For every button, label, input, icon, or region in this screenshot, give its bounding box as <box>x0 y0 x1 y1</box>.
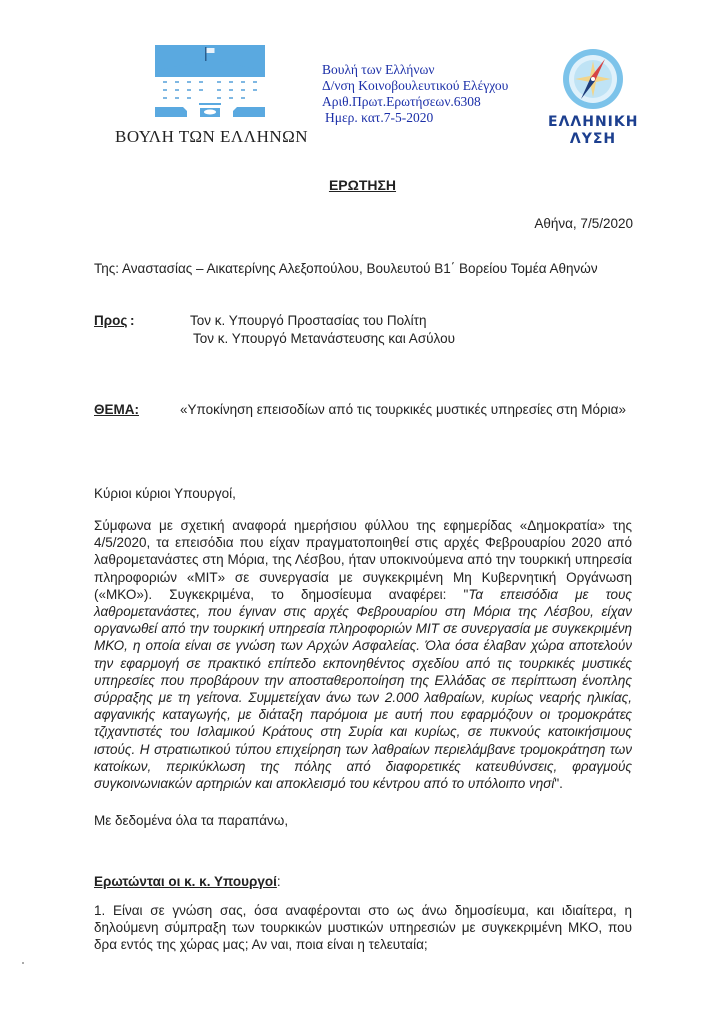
questions-heading <box>94 873 632 890</box>
party-logo-text <box>548 114 638 148</box>
recipient-1: Τον κ. Υπουργό Προστασίας του Πολίτη <box>190 313 427 328</box>
body-paragraph-2: Με δεδομένα όλα τα παραπάνω, <box>94 813 289 828</box>
recipients-label-text: Προς <box>94 313 128 328</box>
recipient-2: Τον κ. Υπουργό Μετανάστευσης και Ασύλου <box>193 331 455 346</box>
protocol-stamp <box>322 62 508 126</box>
compass-icon <box>561 47 625 111</box>
parliament-logo <box>115 45 309 147</box>
stamp-line-4: Ημερ. κατ.7-5-2020 <box>325 110 434 125</box>
questions-heading-text: Ερωτώνται οι κ. κ. Υπουργοί <box>94 874 277 889</box>
newspaper-quote: Τα επεισόδια με τους λαθρομετανάστες, που έγιναν στις αρχές Φεβρουαρίου στη Μόρια της Λέσβου, είχαν οργανωθεί από την τουρκική υπηρεσία πληροφοριών ΜΙΤ σε συνεργασία με συγκεκριμένη ΜΚΟ, η οποία είναι σε γνώση των Αρχών Ασφαλείας. Όλα όσα έλαβαν χώρα αποτελούν την εφαρμογή σε πρακτικό επίπεδο εκπονηθέντος σχεδίου από τις τουρκικές μυστικές υπηρεσίες που προβάρουν την αποσταθεροποίηση της Ελλάδας σε περίπτωση ένοπλης σύρραξης με τη γείτονα. Συμμετείχαν άνω των 2.000 λαθραίων, κυρίως νεαρής ηλικίας, αφγανικής καταγωγής, με διάταξη παρόμοια με αυτή που εφαρμόζουν οι τρομοκράτες τζιχαντιστές του Ισλαμικού Κράτους στη Συρία και κυρίως, σε πυκνούς κατοικήσιμους ιστούς. Η στρατιωτικού τύπου επιχείρηση των λαθραίων περιελάμβανε τρομοκράτηση των κατοίκων, περικύκλωση της πόλης από διαφορετικές κατευθύνσεις, φραγμούς συγκοινωνιακών αρτηριών και αποκλεισμό του κέντρου από το υπόλοιπο νησί <box>94 586 632 792</box>
paragraph-1-text: Σύμφωνα με σχετική αναφορά ημερήσιου φύλλου της εφημερίδας «Δημοκρατία» της 4/5/2020, τα επεισόδια που είχαν πραγματοποιηθεί στις αρχές Φεβρουαρίου 2020 από λαθρομετανάστες στη Μόρια, της Λέσβου, ήταν υποκινούμενα από την τουρκική υπηρεσία πληροφοριών «ΜΙΤ» σε συνεργασία με συγκεκριμένη Μη Κυβερνητική Οργάνωση («ΜΚΟ»). Συγκεκριμένα, το δημοσίευμα αναφέρει: " <box>94 518 632 602</box>
stamp-line-2: Δ/νση Κοινοβουλευτικού Ελέγχου <box>322 78 509 93</box>
party-logo-line-2: ΛΥΣΗ <box>569 131 617 147</box>
paragraph-1-end: ". <box>554 776 563 792</box>
party-logo <box>548 47 638 148</box>
document-title: ΕΡΩΤΗΣΗ <box>328 177 397 193</box>
party-logo-line-1: ΕΛΛΗΝΙΚΗ <box>548 114 639 130</box>
body-paragraph-1 <box>94 517 632 792</box>
parliament-logo-text: ΒΟΥΛΗ ΤΩΝ ΕΛΛΗΝΩΝ <box>115 127 309 146</box>
parliament-building-icon <box>155 45 265 117</box>
scan-speck <box>22 962 24 964</box>
question-1: 1. Είναι σε γνώση σας, όσα αναφέρονται στο ως άνω δημοσίευμα, και ιδιαίτερα, η δηλούμενη σύμπραξη των τουρκικών μυστικών υπηρεσιών με συγκεκριμένη ΜΚΟ, που δρα εντός της χώρας μας; Αν ναι, ποια είναι η τελευταία; <box>94 903 632 953</box>
recipients-colon: : <box>130 313 135 328</box>
recipients-label <box>94 313 127 328</box>
stamp-line-1: Βουλή των Ελλήνων <box>322 62 435 77</box>
subject-label: ΘΕΜΑ: <box>94 402 139 417</box>
subject-text: «Υποκίνηση επεισοδίων από τις τουρκικές μυστικές υπηρεσίες στη Μόρια» <box>180 402 626 417</box>
greeting: Κύριοι κύριοι Υπουργοί, <box>94 486 236 501</box>
questions-heading-colon: : <box>276 874 281 889</box>
sender-line: Της: Αναστασίας – Αικατερίνης Αλεξοπούλου, Βουλευτού Β1΄ Βορείου Τομέα Αθηνών <box>94 261 598 276</box>
document-date: Αθήνα, 7/5/2020 <box>534 216 633 231</box>
stamp-line-3: Αριθ.Πρωτ.Ερωτήσεων.6308 <box>322 94 481 109</box>
